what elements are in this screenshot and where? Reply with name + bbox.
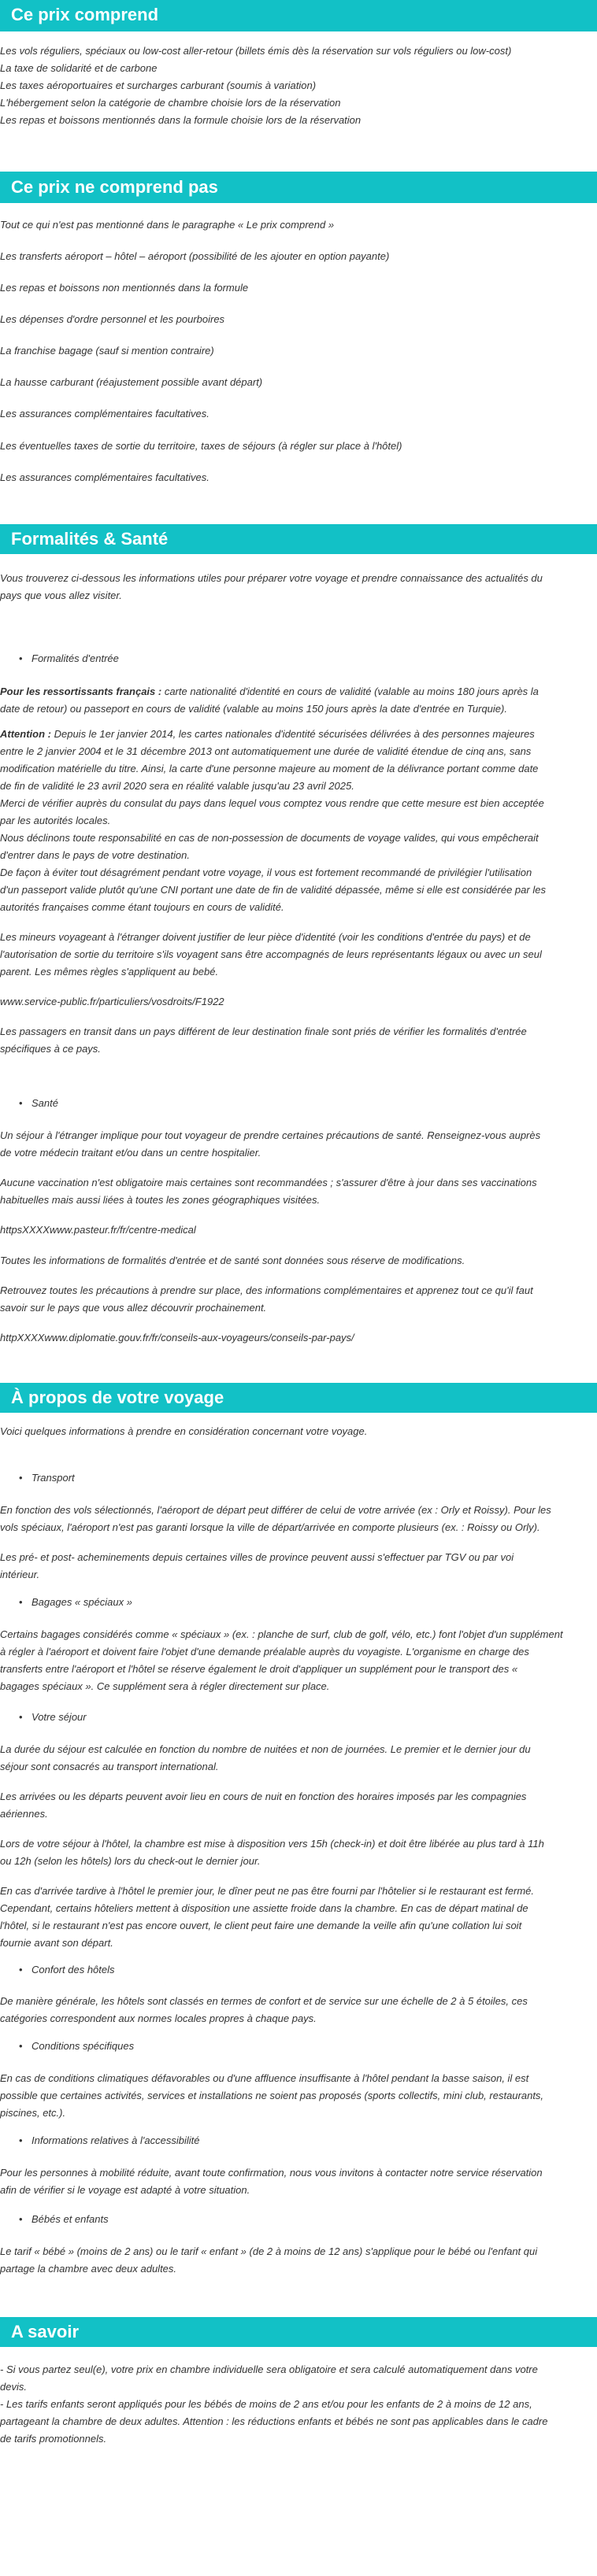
paragraph-line: Les mineurs voyageant à l'étranger doivent justifier de leur pièce d'identité (voir les conditions d'entrée du pays) et de [0, 931, 531, 943]
paragraph-line: - Les tarifs enfants seront appliqués pour les bébés de moins de 2 ans et/ou pour les enfants de 2 à moins de 12 ans, [0, 2398, 532, 2410]
paragraph-line: d'un passeport valide plutôt qu'une CNI portant une date de fin de validité dépassée, même si elle est considérée par les [0, 884, 546, 896]
paragraph-line: entre le 2 janvier 2004 et le 31 décembre 2013 ont automatiquement une durée de validité étendue de cinq ans, sans [0, 745, 532, 757]
paragraph-line: l'hôtel, si le restaurant n'est pas encore ouvert, le client peut faire une demande la veille afin qu'une collation lui soit [0, 1920, 522, 1931]
paragraph-line: En cas de conditions climatiques défavorables ou d'une affluence insuffisante à l'hôtel pendant la basse saison, il est [0, 2072, 529, 2084]
paragraph-line: Vous trouverez ci-dessous les informations utiles pour préparer votre voyage et prendre connaissance des actualités du [0, 572, 543, 584]
paragraph-line: à régler à l'aéroport et doivent faire l'objet d'une demande préalable auprès du voyagiste. L'organisme en charge des [0, 1646, 529, 1658]
paragraph-line: Un séjour à l'étranger implique pour tout voyageur de prendre certaines précautions de santé. Renseignez-vous auprès [0, 1129, 541, 1141]
paragraph-line [0, 726, 591, 743]
paragraph-line: spécifiques à ce pays. [0, 1043, 101, 1055]
list-item: Les transferts aéroport – hôtel – aéroport (possibilité de les ajouter en option payante) [0, 250, 390, 262]
bullet-conditions: • Conditions spécifiques [32, 2038, 134, 2054]
section-header-a-propos: À propos de votre voyage [0, 1383, 597, 1413]
paragraph-line: De façon à éviter tout désagrément pendant votre voyage, il vous est fortement recommandé de privilégier l'utilisation [0, 867, 532, 878]
list-item: Les taxes aéroportuaires et surcharges carburant (soumis à variation) [0, 79, 317, 91]
list-item: Les assurances complémentaires facultatives. [0, 408, 210, 419]
paragraph-line: de votre médecin traitant et/ou dans un centre hospitalier. [0, 1147, 261, 1159]
paragraph-line: De manière générale, les hôtels sont classés en termes de confort et de service sur une échelle de 2 à 5 étoiles, ces [0, 1995, 528, 2007]
list-item: L'hébergement selon la catégorie de chambre choisie lors de la réservation [0, 97, 341, 109]
link-pasteur[interactable]: httpsXXXXwww.pasteur.fr/fr/centre-medical [0, 1224, 196, 1236]
list-item: Les repas et boissons mentionnés dans la formule choisie lors de la réservation [0, 114, 362, 126]
list-item: La hausse carburant (réajustement possible avant départ) [0, 376, 263, 388]
paragraph-line: Nous déclinons toute responsabilité en cas de non-possession de documents de voyage valides, qui vous empêcherait [0, 832, 539, 844]
section-header-prix-ne-comprend-pas: Ce prix ne comprend pas [0, 172, 597, 203]
list-item: Les éventuelles taxes de sortie du territoire, taxes de séjours (à régler sur place à l'hôtel) [0, 440, 402, 452]
paragraph-line: afin de vérifier si le voyage est adapté à votre situation. [0, 2184, 250, 2196]
bullet-accessibilite: • Informations relatives à l'accessibilité [32, 2133, 199, 2149]
paragraph-line: piscines, etc.). [0, 2107, 66, 2119]
paragraph-line: date de retour) ou passeport en cours de validité (valable au moins 150 jours après la date d'entrée en Turquie). [0, 703, 507, 715]
paragraph-line: Pour les personnes à mobilité réduite, avant toute confirmation, nous vous invitons à contacter notre service réservation [0, 2167, 543, 2179]
link-service-public[interactable]: www.service-public.fr/particuliers/vosdroits/F1922 [0, 996, 224, 1007]
paragraph-line: Merci de vérifier auprès du consulat du pays dans lequel vous comptez vous rendre que cette mesure est bien acceptée [0, 797, 544, 809]
bullet-formalites: • Formalités d'entrée [32, 651, 119, 667]
paragraph-line: Les passagers en transit dans un pays différent de leur destination finale sont priés de vérifier les formalités d'entrée [0, 1026, 527, 1037]
paragraph-line: - Si vous partez seul(e), votre prix en chambre individuelle sera obligatoire et sera calculé automatiquement dans votre [0, 2363, 538, 2375]
paragraph-line: intérieur. [0, 1569, 40, 1580]
paragraph-line: En fonction des vols sélectionnés, l'aéroport de départ peut différer de celui de votre arrivée (ex : Orly et Roissy). Pour les [0, 1504, 551, 1516]
paragraph-line: modification matérielle du titre. Ainsi, la carte d'une personne majeure au moment de la délivrance portant comme date [0, 763, 539, 774]
paragraph-text: Depuis le 1er janvier 2014, les cartes nationales d'identité sécurisées délivrées à des personnes majeures [50, 728, 535, 740]
paragraph-line: ou 12h (selon les hôtels) lors du check-out le dernier jour. [0, 1855, 261, 1867]
label-ressortissants: Pour les ressortissants français : [0, 686, 162, 697]
bullet-sante: • Santé [32, 1096, 58, 1111]
paragraph-line: Certains bagages considérés comme « spéciaux » (ex. : planche de surf, club de golf, vélo, etc.) font l'objet d'un supplément [0, 1628, 563, 1640]
paragraph-line: l'autorisation de sortie du territoire s'ils voyagent sans être accompagnés de leurs représentants légaux ou avec un seul [0, 948, 542, 960]
paragraph-line: de fin de validité le 23 avril 2020 sera en réalité valable jusqu'au 23 avril 2025. [0, 780, 354, 792]
section-header-prix-comprend: Ce prix comprend [0, 0, 597, 31]
paragraph-line: Voici quelques informations à prendre en considération concernant votre voyage. [0, 1425, 368, 1437]
paragraph-line: La durée du séjour est calculée en fonction du nombre de nuitées et non de journées. Le premier et le dernier jour du [0, 1743, 531, 1755]
paragraph-line: catégories correspondent aux normes locales propres à chaque pays. [0, 2012, 317, 2024]
paragraph-line [0, 683, 591, 700]
paragraph-line: parent. Les mêmes règles s'appliquent au bebé. [0, 966, 219, 978]
paragraph-line: de tarifs promotionnels. [0, 2433, 107, 2445]
paragraph-line: autorités françaises comme étant toujours en cours de validité. [0, 901, 284, 913]
link-diplomatie[interactable]: httpXXXXwww.diplomatie.gouv.fr/fr/conseils-aux-voyageurs/conseils-par-pays/ [0, 1332, 354, 1343]
list-item: La taxe de solidarité et de carbone [0, 62, 158, 74]
section-header-formalites-sante: Formalités & Santé [0, 524, 597, 554]
paragraph-line: Lors de votre séjour à l'hôtel, la chambre est mise à disposition vers 15h (check-in) et doit être libérée au plus tard à 11h [0, 1838, 544, 1850]
bullet-bagages: • Bagages « spéciaux » [32, 1595, 132, 1610]
paragraph-line: transferts entre l'aéroport et l'hôtel se réserve également le droit d'appliquer un supplément pour le transport des « [0, 1663, 518, 1675]
paragraph-line: En cas d'arrivée tardive à l'hôtel le premier jour, le dîner peut ne pas être fourni par l'hôtelier si le restaurant est fermé. [0, 1885, 535, 1897]
paragraph-line: Aucune vaccination n'est obligatoire mais certaines sont recommandées ; s'assurer d'être à jour dans ses vaccinations [0, 1177, 537, 1188]
paragraph-line: par les autorités locales. [0, 815, 111, 826]
paragraph-line: savoir sur le pays que vous allez découvrir prochainement. [0, 1302, 267, 1314]
paragraph-line: devis. [0, 2381, 27, 2393]
bullet-sejour: • Votre séjour [32, 1709, 87, 1725]
paragraph-line: Les arrivées ou les départs peuvent avoir lieu en cours de nuit en fonction des horaires imposés par les compagnies [0, 1791, 527, 1802]
paragraph-line: possible que certaines activités, services et installations ne soient pas proposés (sports collectifs, mini club, restaurants, [0, 2090, 544, 2101]
bullet-transport: • Transport [32, 1470, 75, 1486]
paragraph-line: Cependant, certains hôteliers mettent à disposition une assiette froide dans la chambre. En cas de départ matinal de [0, 1902, 528, 1914]
paragraph-line: Le tarif « bébé » (moins de 2 ans) ou le tarif « enfant » (de 2 à moins de 12 ans) s'applique pour le bébé ou l'enfant qui [0, 2245, 538, 2257]
paragraph-line: Retrouvez toutes les précautions à prendre sur place, des informations complémentaires et apprenez tout ce qu'il faut [0, 1284, 533, 1296]
paragraph-line: bagages spéciaux ». Ce supplément sera à régler directement sur place. [0, 1680, 330, 1692]
paragraph-line: d'entrer dans le pays de votre destination. [0, 849, 190, 861]
paragraph-line: aériennes. [0, 1808, 48, 1820]
paragraph-text: carte nationalité d'identité en cours de validité (valable au moins 180 jours après la [161, 686, 539, 697]
list-item: Les repas et boissons non mentionnés dans la formule [0, 282, 249, 294]
paragraph-line: partage la chambre avec deux adultes. [0, 2263, 177, 2275]
paragraph-line: séjour sont consacrés au transport international. [0, 1761, 219, 1772]
list-item: Les vols réguliers, spéciaux ou low-cost aller-retour (billets émis dès la réservation sur vols réguliers ou low-cost) [0, 45, 512, 57]
list-item: Tout ce qui n'est pas mentionné dans le paragraphe « Le prix comprend » [0, 219, 335, 231]
list-item: La franchise bagage (sauf si mention contraire) [0, 345, 214, 357]
section-header-a-savoir: A savoir [0, 2317, 597, 2347]
list-item: Les dépenses d'ordre personnel et les pourboires [0, 313, 225, 325]
paragraph-line: Toutes les informations de formalités d'entrée et de santé sont données sous réserve de modifications. [0, 1255, 465, 1266]
paragraph-line: Les pré- et post- acheminements depuis certaines villes de province peuvent aussi s'effectuer par TGV ou par voi [0, 1551, 514, 1563]
bullet-bebes: • Bébés et enfants [32, 2212, 109, 2227]
paragraph-line: habituelles mais aussi liées à toutes les zones géographiques visitées. [0, 1194, 321, 1206]
paragraph-line: fournie avant son départ. [0, 1937, 113, 1949]
list-item: Les assurances complémentaires facultatives. [0, 471, 210, 483]
paragraph-line: vols spéciaux, l'aéroport n'est pas garanti lorsque la ville de départ/arrivée en comporte plusieurs (ex. : Roissy ou Orly). [0, 1521, 540, 1533]
paragraph-line: partageant la chambre de deux adultes. Attention : les réductions enfants et bébés ne sont pas applicables dans le cadre [0, 2415, 548, 2427]
paragraph-line: pays que vous allez visiter. [0, 589, 122, 601]
bullet-confort: • Confort des hôtels [32, 1962, 115, 1978]
label-attention: Attention : [0, 728, 51, 740]
